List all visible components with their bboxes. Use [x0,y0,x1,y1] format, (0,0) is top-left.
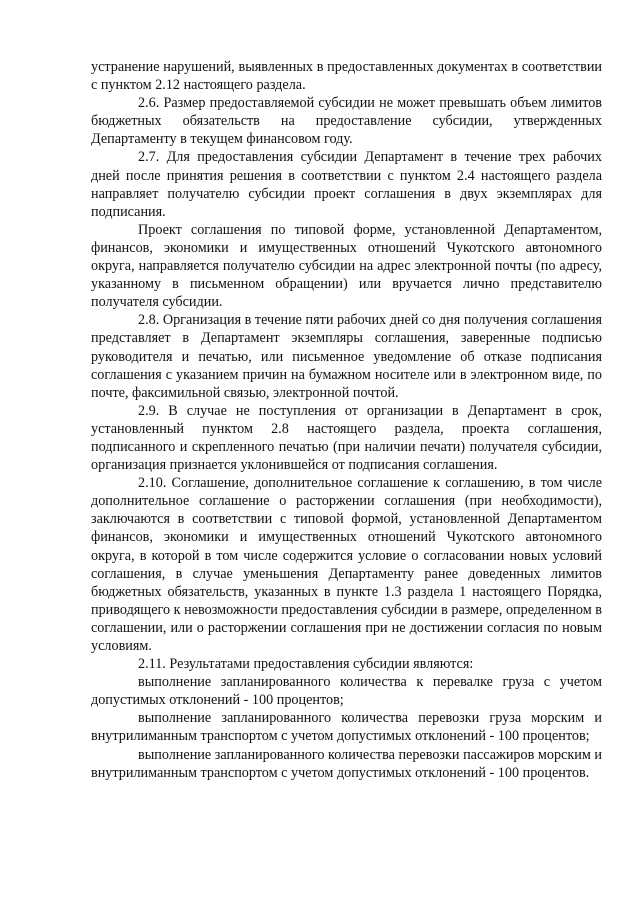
paragraph-2-9: 2.9. В случае не поступления от организации в Департамент в срок, установленный пунктом 2.8 настоящего раздела, проекта соглашения, подписанного и скрепленного печатью (при наличии печати) получателя субсидии, организация признается уклонившейся от подписания соглашения. [91,402,602,474]
paragraph-2-8: 2.8. Организация в течение пяти рабочих дней со дня получения соглашения представляет в Департамент экземпляры соглашения, заверенные подписью руководителя и печатью, или письменное уведомление об отказе подписания соглашения с указанием причин на бумажном носителе или в электронном виде, по почте, факсимильной связью, электронной почтой. [91,312,602,401]
paragraph-draft-agreement: Проект соглашения по типовой форме, установленной Департаментом, финансов, экономики и имущественных отношений Чукотского автономного округа, направляется получателю субсидии на адрес электронной почты (по адресу, указанному в письменном обращении) или вручается лично представителю получателя субсидии. [91,221,602,311]
paragraph-2-10: 2.10. Соглашение, дополнительное соглашение к соглашению, в том числе дополнительное соглашение о расторжении соглашения (при необходимости), заключаются в соответствии с типовой формой, установленной Департаментом финансов, экономики и имущественных отношений Чукотского автономного округа, в которой в том числе содержится условие о согласовании новых условий соглашения, в случае уменьшения Департаменту ранее доведенных лимитов бюджетных обязательств, указанных в пункте 1.3 раздела 1 настоящего Порядка, приводящего к невозможности предоставления субсидии в размере, определенном в соглашении, или о расторжении соглашения при не достижении согласия по новым условиям. [91,475,602,654]
document-page [91,58,602,782]
paragraph-continuation: устранение нарушений, выявленных в предоставленных документах в соответствии с пунктом 2.12 настоящего раздела. [91,59,602,94]
result-item-cargo-handling: выполнение запланированного количества к перевалке груза с учетом допустимых отклонений - 100 процентов; [91,674,602,709]
paragraph-2-7: 2.7. Для предоставления субсидии Департамент в течение трех рабочих дней после принятия решения в соответствии с пунктом 2.4 настоящего раздела направляет получателю субсидии проект соглашения в двух экземплярах для подписания. [91,149,602,220]
paragraph-2-6: 2.6. Размер предоставляемой субсидии не может превышать объем лимитов бюджетных обязательств на предоставление субсидии, утвержденных Департаменту в текущем финансовом году. [91,95,602,148]
paragraph-2-11: 2.11. Результатами предоставления субсидии являются: [138,656,474,673]
result-item-cargo-transport: выполнение запланированного количества перевозки груза морским и внутрилиманным транспортом с учетом допустимых отклонений - 100 процентов; [91,710,602,745]
result-item-passenger-transport: выполнение запланированного количества перевозки пассажиров морским и внутрилиманным транспортом с учетом допустимых отклонений - 100 процентов. [91,746,602,781]
